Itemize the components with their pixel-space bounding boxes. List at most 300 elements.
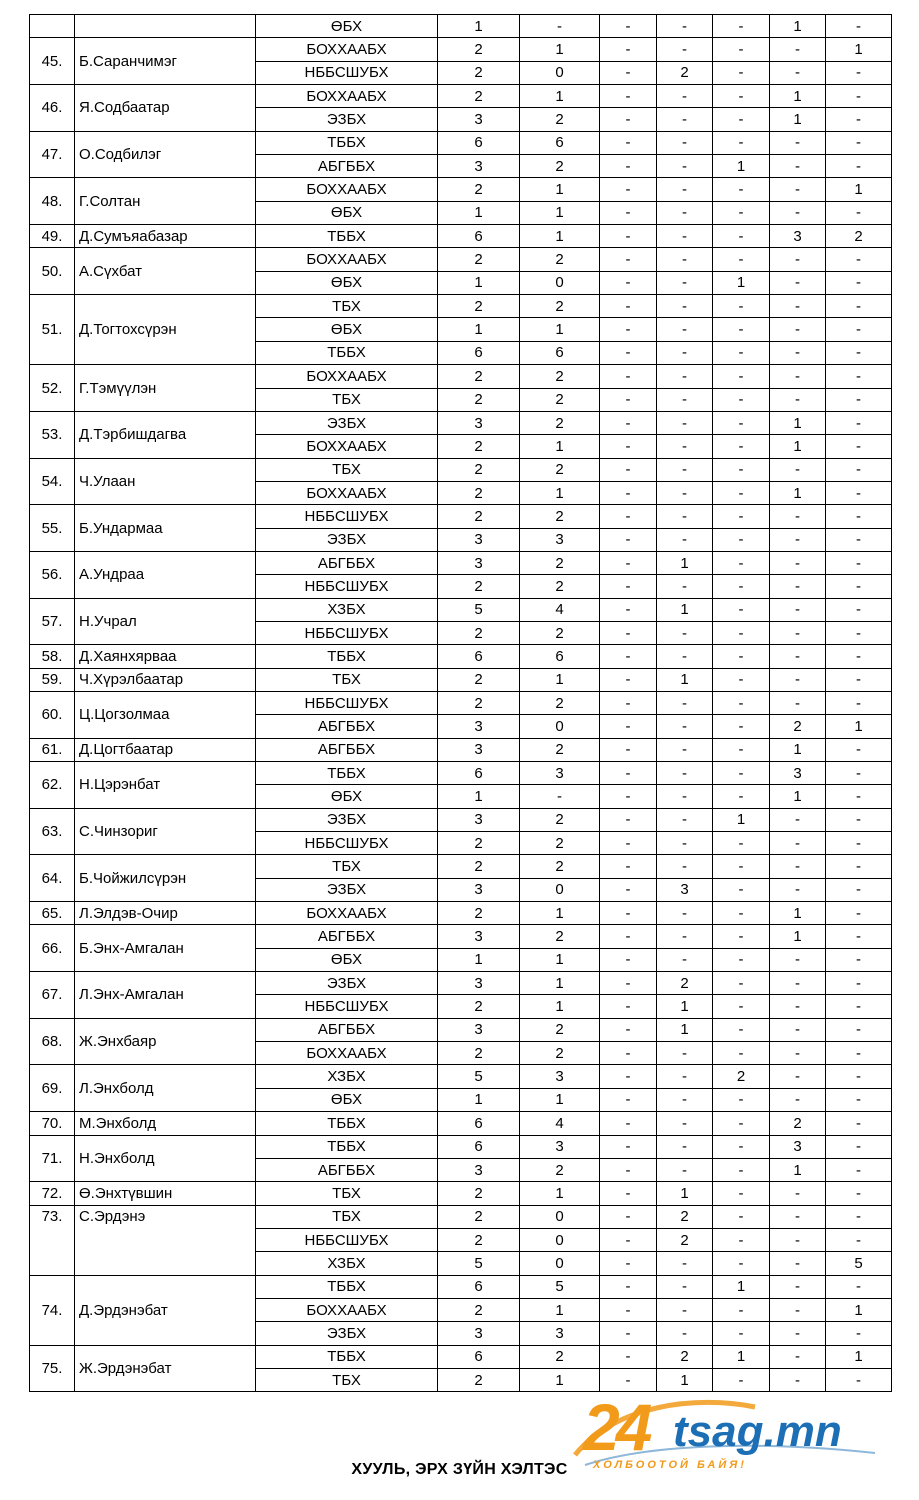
person-name: Д.Тогтохсүрэн [75,295,256,365]
value-cell: - [826,341,892,364]
value-cell: - [713,1182,770,1205]
value-cell: 2 [520,365,600,388]
value-cell: - [770,1368,826,1391]
school-code: БОХХААБХ [256,902,438,925]
person-name: Ц.Цогзолмаа [75,691,256,738]
school-code: ӨБХ [256,948,438,971]
person-name [75,15,256,38]
value-cell: 1 [657,551,713,574]
school-code: НББСШУБХ [256,621,438,644]
value-cell: 3 [438,808,520,831]
value-cell: 2 [438,1368,520,1391]
row-number: 70. [30,1112,75,1135]
value-cell: - [600,691,657,714]
value-cell: - [713,528,770,551]
value-cell: - [520,785,600,808]
value-cell: 3 [438,972,520,995]
person-name: М.Энхболд [75,1112,256,1135]
value-cell: - [770,948,826,971]
person-name: Н.Энхболд [75,1135,256,1182]
value-cell: - [657,785,713,808]
school-code: НББСШУБХ [256,61,438,84]
person-name: Л.Энхболд [75,1065,256,1112]
table-row [30,668,892,691]
value-cell: - [826,855,892,878]
value-cell: - [713,38,770,61]
value-cell: 2 [520,621,600,644]
school-code: БОХХААБХ [256,85,438,108]
value-cell: - [713,738,770,761]
value-cell: 2 [520,1158,600,1181]
value-cell: 1 [520,972,600,995]
table-row [30,902,892,925]
value-cell: 3 [438,738,520,761]
value-cell: 2 [520,808,600,831]
value-cell: 1 [770,85,826,108]
value-cell: - [713,855,770,878]
value-cell: 1 [520,38,600,61]
value-cell: 2 [520,855,600,878]
value-cell: - [826,528,892,551]
value-cell: 1 [657,668,713,691]
value-cell: 1 [713,1275,770,1298]
school-code: ӨБХ [256,271,438,294]
value-cell: 6 [438,1112,520,1135]
table-row [30,1018,892,1041]
table-row [30,248,892,271]
value-cell: 5 [438,1065,520,1088]
value-cell: 5 [826,1252,892,1275]
value-cell: 1 [826,178,892,201]
school-code: БОХХААБХ [256,481,438,504]
person-name: Б.Чойжилсүрэн [75,855,256,902]
value-cell: - [770,1275,826,1298]
value-cell: - [770,271,826,294]
value-cell: 1 [520,435,600,458]
value-cell: - [826,155,892,178]
person-name: Г.Тэмүүлэн [75,365,256,412]
value-cell: 2 [438,38,520,61]
value-cell: 1 [520,902,600,925]
value-cell: 2 [438,1042,520,1065]
row-number: 64. [30,855,75,902]
value-cell: - [713,668,770,691]
value-cell: 2 [520,411,600,434]
person-name: Б.Энх-Амгалан [75,925,256,972]
value-cell: - [713,785,770,808]
school-code: БОХХААБХ [256,365,438,388]
value-cell: - [657,855,713,878]
school-code: ТБХ [256,388,438,411]
value-cell: 1 [826,1345,892,1368]
row-number: 63. [30,808,75,855]
person-name: Ж.Эрдэнэбат [75,1345,256,1392]
value-cell: - [770,972,826,995]
value-cell: - [657,575,713,598]
value-cell: - [600,1368,657,1391]
value-cell: - [600,1322,657,1345]
value-cell: 2 [520,388,600,411]
value-cell: 3 [770,1135,826,1158]
value-cell: 2 [520,925,600,948]
value-cell: - [600,1042,657,1065]
value-cell: 1 [713,808,770,831]
value-cell: 1 [770,435,826,458]
value-cell: 0 [520,61,600,84]
value-cell: 2 [438,1298,520,1321]
value-cell: - [826,1368,892,1391]
value-cell: 1 [520,1182,600,1205]
row-number: 71. [30,1135,75,1182]
value-cell: 3 [520,1135,600,1158]
value-cell: - [713,108,770,131]
value-cell: - [657,435,713,458]
row-number: 60. [30,691,75,738]
value-cell: - [657,271,713,294]
school-code: ЭЗБХ [256,108,438,131]
value-cell: - [657,1135,713,1158]
value-cell: - [657,902,713,925]
table-row [30,1135,892,1158]
person-name: С.Чинзориг [75,808,256,855]
value-cell: - [713,1252,770,1275]
school-code: ЭЗБХ [256,972,438,995]
value-cell: - [600,1018,657,1041]
school-code: ӨБХ [256,785,438,808]
value-cell: 2 [438,365,520,388]
value-cell: - [770,575,826,598]
value-cell: - [657,832,713,855]
person-name: Ч.Хүрэлбаатар [75,668,256,691]
value-cell: - [600,668,657,691]
value-cell: - [826,1158,892,1181]
value-cell: 1 [770,925,826,948]
value-cell: - [713,178,770,201]
value-cell: - [770,645,826,668]
value-cell: - [770,248,826,271]
value-cell: - [826,131,892,154]
value-cell: 1 [520,225,600,248]
value-cell: - [770,621,826,644]
value-cell: - [826,1275,892,1298]
table-row [30,178,892,201]
value-cell: 1 [520,668,600,691]
value-cell: 1 [713,155,770,178]
school-code: ЭЗБХ [256,808,438,831]
value-cell: - [657,1275,713,1298]
value-cell: - [600,528,657,551]
value-cell: 2 [520,575,600,598]
value-cell: 2 [438,1182,520,1205]
value-cell: - [826,271,892,294]
value-cell: 2 [520,108,600,131]
value-cell: - [600,1182,657,1205]
value-cell: 6 [438,225,520,248]
value-cell: 2 [438,505,520,528]
person-name: Д.Сумъяабазар [75,225,256,248]
value-cell: 6 [520,645,600,668]
school-code: БОХХААБХ [256,38,438,61]
value-cell: - [600,972,657,995]
value-cell: 2 [520,458,600,481]
value-cell: 1 [770,738,826,761]
value-cell: - [657,621,713,644]
value-cell: 5 [438,598,520,621]
table-row [30,855,892,878]
value-cell: - [657,1065,713,1088]
person-name: А.Ундраа [75,551,256,598]
value-cell: - [826,248,892,271]
value-cell: - [713,1112,770,1135]
value-cell: - [826,808,892,831]
value-cell: - [713,878,770,901]
value-cell: - [826,481,892,504]
value-cell: - [657,1322,713,1345]
value-cell: - [657,1042,713,1065]
row-number: 58. [30,645,75,668]
value-cell: - [826,411,892,434]
school-code: ТБХ [256,458,438,481]
value-cell: - [600,481,657,504]
value-cell: - [713,1018,770,1041]
value-cell: - [657,762,713,785]
school-code: АБГББХ [256,715,438,738]
person-name: Д.Хаянхярваа [75,645,256,668]
school-code: НББСШУБХ [256,691,438,714]
value-cell: 1 [770,108,826,131]
value-cell: 3 [770,225,826,248]
value-cell: - [713,598,770,621]
value-cell: - [600,271,657,294]
value-cell: 3 [438,1158,520,1181]
person-name: Я.Содбаатар [75,85,256,132]
value-cell: - [713,225,770,248]
value-cell: - [826,645,892,668]
value-cell: 3 [438,108,520,131]
value-cell: 3 [438,715,520,738]
value-cell: 6 [438,1275,520,1298]
results-table [29,14,892,1392]
value-cell: - [826,295,892,318]
value-cell: - [600,1088,657,1111]
value-cell: - [657,341,713,364]
value-cell: 1 [438,318,520,341]
value-cell: 1 [520,201,600,224]
row-number: 45. [30,38,75,85]
value-cell: 6 [438,1345,520,1368]
value-cell: - [600,1228,657,1251]
row-number: 73. [30,1205,75,1275]
table-row [30,1275,892,1298]
value-cell: - [600,855,657,878]
value-cell: 2 [657,1205,713,1228]
value-cell: 2 [438,388,520,411]
value-cell: 2 [520,1018,600,1041]
value-cell: - [600,15,657,38]
school-code: ТББХ [256,1275,438,1298]
value-cell: 2 [520,1345,600,1368]
value-cell: - [600,411,657,434]
school-code: БОХХААБХ [256,178,438,201]
value-cell: 1 [826,38,892,61]
school-code: НББСШУБХ [256,575,438,598]
value-cell: 1 [657,1018,713,1041]
value-cell: 1 [520,948,600,971]
value-cell: 1 [520,1368,600,1391]
value-cell: - [600,1065,657,1088]
school-code: БОХХААБХ [256,435,438,458]
table-row [30,1182,892,1205]
value-cell: 2 [657,61,713,84]
person-name: С.Эрдэнэ [75,1205,256,1275]
school-code: ТБХ [256,295,438,318]
value-cell: - [600,551,657,574]
value-cell: 1 [438,948,520,971]
value-cell: - [657,1112,713,1135]
value-cell: - [826,1322,892,1345]
school-code: АБГББХ [256,551,438,574]
value-cell: - [826,1135,892,1158]
value-cell: - [770,551,826,574]
value-cell: 1 [438,201,520,224]
school-code: НББСШУБХ [256,995,438,1018]
school-code: ТБХ [256,1368,438,1391]
value-cell: 2 [826,225,892,248]
value-cell: 6 [520,341,600,364]
table-row [30,1065,892,1088]
value-cell: - [600,598,657,621]
school-code: АБГББХ [256,925,438,948]
value-cell: - [770,155,826,178]
value-cell: - [520,15,600,38]
value-cell: - [600,458,657,481]
table-row [30,645,892,668]
value-cell: - [713,1298,770,1321]
value-cell: - [826,201,892,224]
row-number: 66. [30,925,75,972]
value-cell: - [600,995,657,1018]
value-cell: 2 [438,85,520,108]
value-cell: - [600,1135,657,1158]
value-cell: - [713,1205,770,1228]
school-code: ТББХ [256,1345,438,1368]
value-cell: - [826,365,892,388]
value-cell: - [826,1042,892,1065]
value-cell: - [770,341,826,364]
value-cell: 0 [520,271,600,294]
value-cell: - [713,762,770,785]
value-cell: 2 [657,1345,713,1368]
school-code: ТБХ [256,1182,438,1205]
value-cell: - [657,225,713,248]
logo-domain: tsag.mn [673,1407,842,1456]
value-cell: 1 [438,785,520,808]
value-cell: - [657,178,713,201]
value-cell: - [600,1345,657,1368]
value-cell: - [770,201,826,224]
value-cell: - [713,318,770,341]
school-code: ТББХ [256,341,438,364]
value-cell: - [826,1182,892,1205]
value-cell: - [600,925,657,948]
value-cell: 1 [826,715,892,738]
footer-title: ХУУЛЬ, ЭРХ ЗҮЙН ХЭЛТЭС [351,1461,568,1478]
value-cell: - [713,61,770,84]
value-cell: - [600,505,657,528]
value-cell: - [657,948,713,971]
value-cell: - [713,131,770,154]
value-cell: - [600,948,657,971]
table-row [30,1345,892,1368]
value-cell: 3 [657,878,713,901]
value-cell: - [713,575,770,598]
person-name: Г.Солтан [75,178,256,225]
value-cell: - [600,201,657,224]
value-cell: - [657,738,713,761]
value-cell: - [600,1205,657,1228]
value-cell: 2 [438,178,520,201]
value-cell: - [600,365,657,388]
value-cell: - [713,365,770,388]
row-number: 56. [30,551,75,598]
value-cell: - [600,902,657,925]
person-name: А.Сүхбат [75,248,256,295]
value-cell: 3 [438,1018,520,1041]
value-cell: 1 [657,1182,713,1205]
value-cell: - [713,948,770,971]
value-cell: - [826,948,892,971]
value-cell: 1 [520,85,600,108]
value-cell: 2 [657,1228,713,1251]
value-cell: 1 [770,902,826,925]
value-cell: 6 [438,762,520,785]
value-cell: - [657,481,713,504]
value-cell: - [600,621,657,644]
school-code: ӨБХ [256,1088,438,1111]
value-cell: - [600,738,657,761]
table-row [30,15,892,38]
value-cell: 6 [438,131,520,154]
school-code: ТББХ [256,225,438,248]
value-cell: 1 [713,271,770,294]
value-cell: 2 [438,691,520,714]
person-name: Б.Саранчимэг [75,38,256,85]
value-cell: 1 [520,318,600,341]
value-cell: - [770,832,826,855]
value-cell: - [770,1322,826,1345]
value-cell: - [600,435,657,458]
value-cell: 1 [657,995,713,1018]
row-number: 67. [30,972,75,1019]
value-cell: - [770,1065,826,1088]
row-number [30,15,75,38]
value-cell: - [826,1018,892,1041]
value-cell: 3 [520,528,600,551]
value-cell: - [770,131,826,154]
value-cell: - [826,832,892,855]
value-cell: 0 [520,715,600,738]
value-cell: - [657,1158,713,1181]
value-cell: - [600,1112,657,1135]
school-code: БОХХААБХ [256,248,438,271]
value-cell: - [600,388,657,411]
value-cell: - [770,598,826,621]
value-cell: - [713,341,770,364]
value-cell: - [600,1252,657,1275]
value-cell: - [770,1298,826,1321]
value-cell: - [713,902,770,925]
value-cell: 2 [520,505,600,528]
